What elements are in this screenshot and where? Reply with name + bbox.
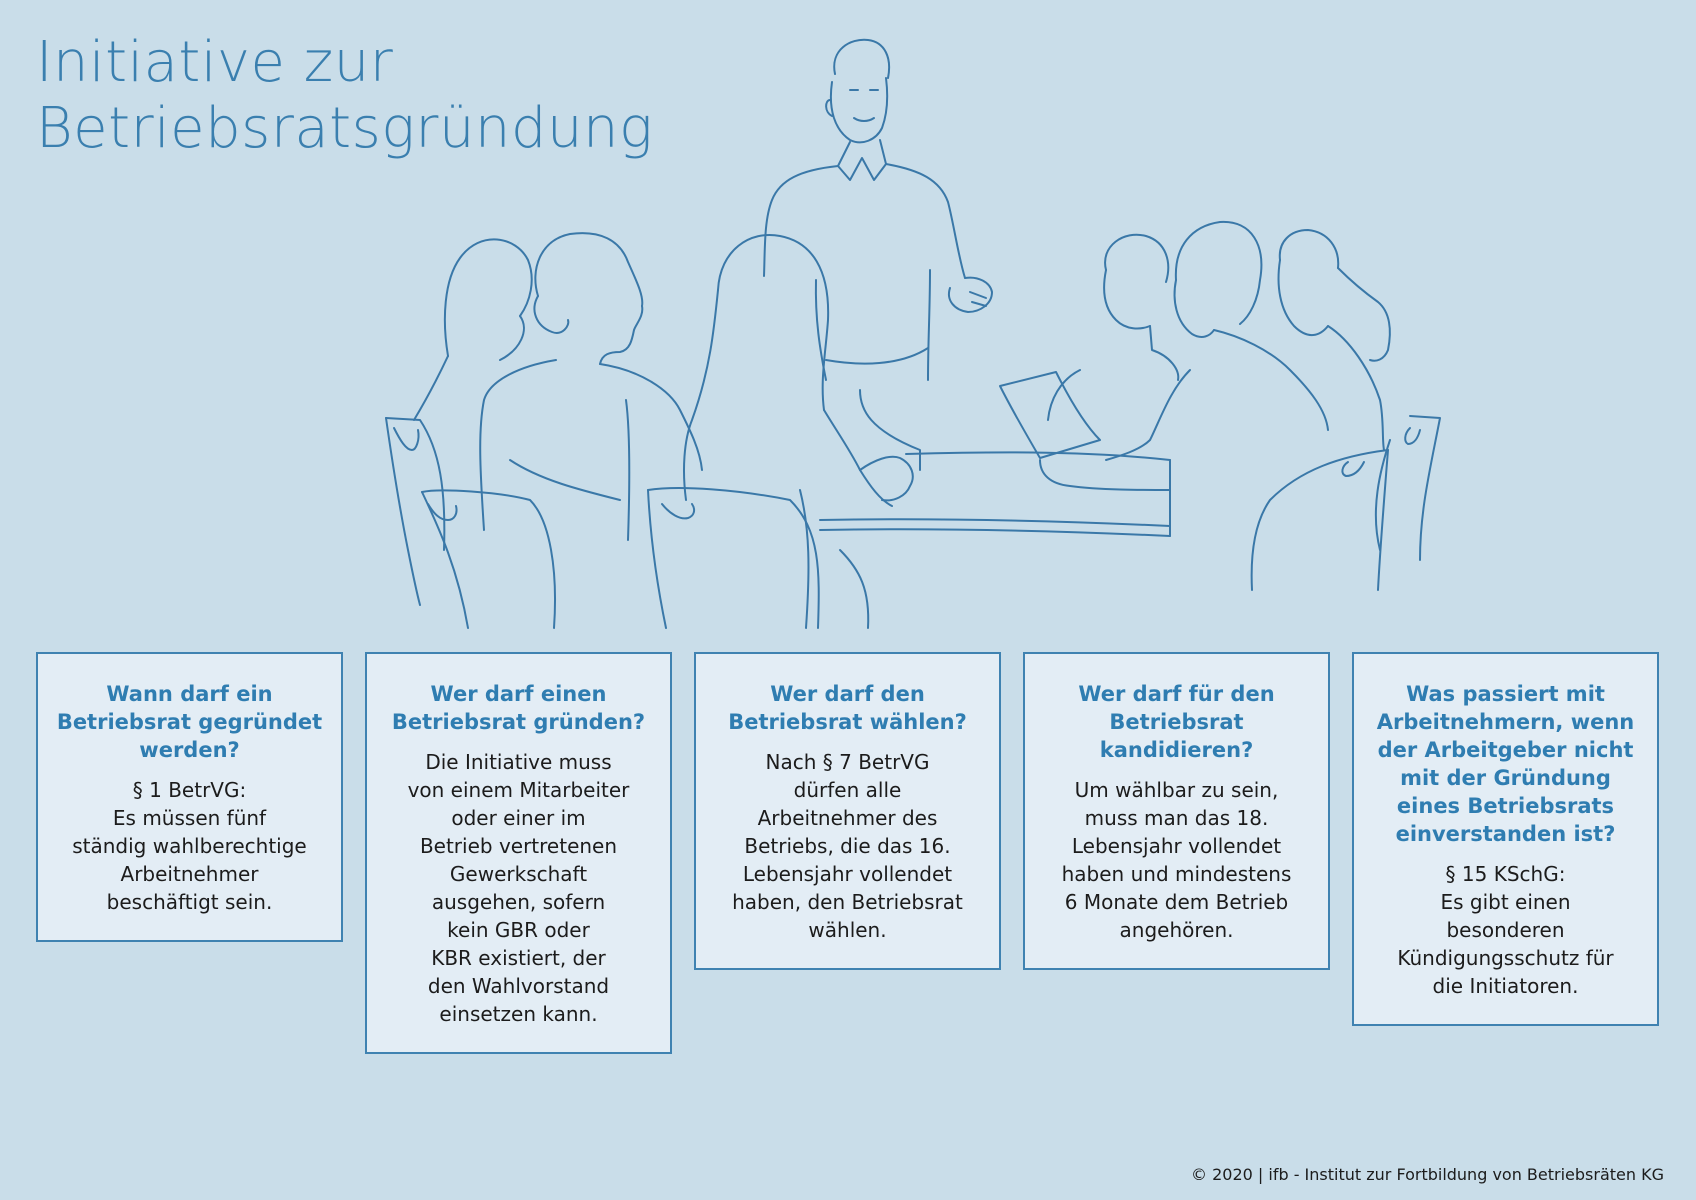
left-man-figure — [480, 233, 702, 540]
card-answer: Die Initiative muss von einem Mitarbeiter oder einer im Betrieb vertretenen Gewerkschaft ausgehen, sofern kein GBR oder KBR existiert, der den Wahlvorstand einsetzen kann. — [407, 750, 630, 1026]
card-answer: Nach § 7 BetrVG dürfen alle Arbeitnehmer des Betriebs, die das 16. Lebensjahr vollendet haben, den Betriebsrat wählen. — [732, 750, 963, 942]
card-question: Was passiert mit Arbeitnehmern, wenn der Arbeitgeber nicht mit der Gründung eines Betriebsrats einverstanden ist? — [1376, 682, 1635, 846]
card-employer-objection — [1352, 652, 1659, 1026]
center-woman-figure — [684, 235, 913, 628]
card-question: Wer darf für den Betriebsrat kandidieren? — [1078, 682, 1275, 762]
card-answer: § 1 BetrVG: Es müssen fünf ständig wahlberechtige Arbeitnehmer beschäftigt sein. — [72, 778, 307, 914]
card-who-can-found — [365, 652, 672, 1054]
presenter-figure — [764, 40, 992, 470]
left-woman-figure — [414, 239, 532, 420]
card-question: Wer darf den Betriebsrat wählen? — [728, 682, 967, 734]
meeting-illustration-icon — [380, 30, 1540, 630]
copyright-footer: © 2020 | ifb - Institut zur Fortbildung von Betriebsräten KG — [1191, 1165, 1664, 1184]
card-question: Wer darf einen Betriebsrat gründen? — [391, 682, 646, 734]
table-figure — [820, 452, 1170, 536]
card-who-can-vote — [694, 652, 1001, 970]
card-founding-time — [36, 652, 343, 942]
card-answer: Um wählbar zu sein, muss man das 18. Lebensjahr vollendet haben und mindestens 6 Monate dem Betrieb angehören. — [1061, 778, 1292, 942]
card-question: Wann darf ein Betriebsrat gegründet werden? — [56, 682, 323, 762]
card-answer: § 15 KSchG: Es gibt einen besonderen Kündigungsschutz für die Initiatoren. — [1397, 862, 1614, 998]
card-who-can-run — [1023, 652, 1330, 970]
page-title-line-2: Betriebsratsgründung — [36, 96, 654, 161]
right-group-figures — [1000, 222, 1390, 490]
page-title-line-1: Initiative zur — [36, 30, 394, 95]
